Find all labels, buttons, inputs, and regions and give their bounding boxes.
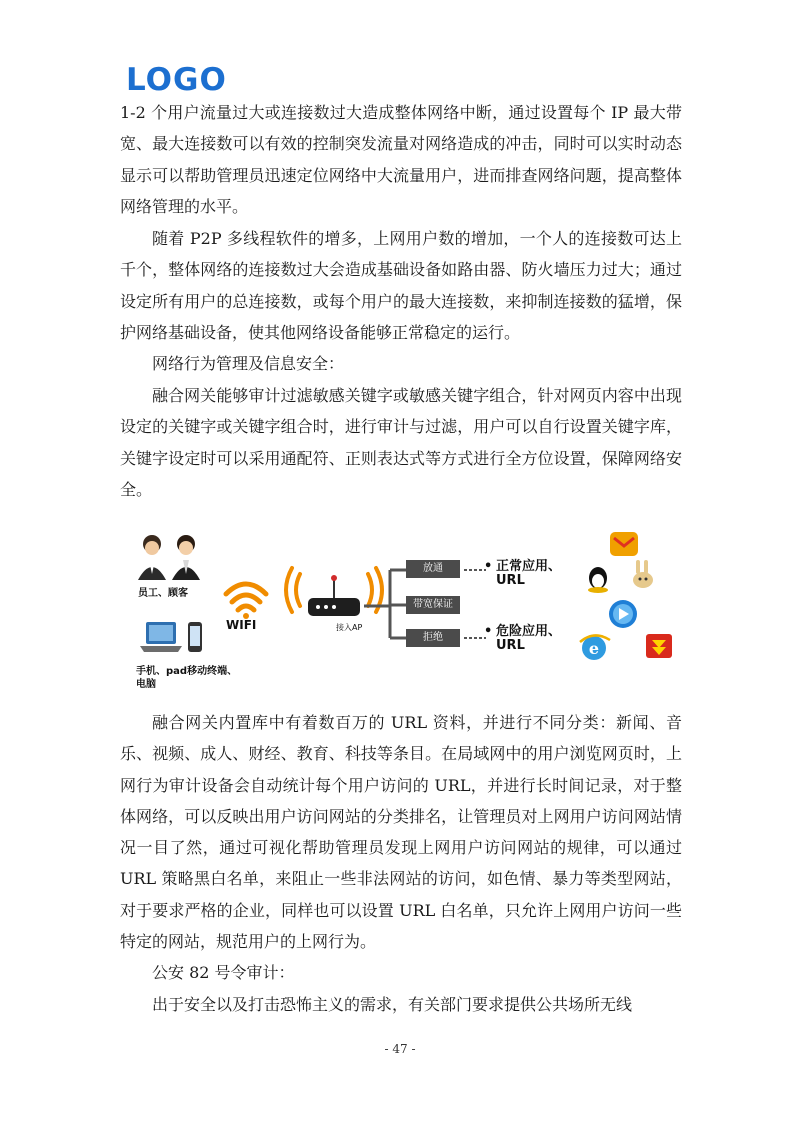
media-player-icon: [609, 600, 637, 628]
rabbit-app-icon: [633, 560, 653, 588]
action-allow-box: 放通: [406, 560, 460, 578]
access-point-label: 接入AP: [336, 623, 363, 632]
network-behavior-diagram: [128, 524, 688, 692]
phone-icon: [188, 622, 202, 652]
bullet: •: [484, 624, 493, 639]
action-deny-box: 拒绝: [406, 629, 460, 647]
danger-category-line1: 危险应用、: [496, 624, 562, 639]
bullet: •: [484, 559, 493, 574]
section-heading-behavior-management: 网络行为管理及信息安全：: [152, 354, 345, 373]
section-heading-police-order-82: 公安 82 号令审计：: [152, 963, 295, 982]
normal-category-line2: URL: [496, 573, 525, 588]
danger-category-label: [484, 624, 562, 653]
wifi-label: WIFI: [226, 618, 257, 632]
paragraph-keyword-audit: 融合网关能够审计过滤敏感关键字或敏感关键字组合，针对网页内容中出现设定的关键字或关键字组合时，进行审计与过滤，用户可以自行设置关键字库，关键字设定时可以采用通配符、正则表达式等方式进行全方位设置，保障网络安全。: [120, 386, 682, 499]
logo: LOGO: [126, 62, 227, 98]
internet-explorer-icon: [580, 635, 610, 660]
staff-caption: 员工、顾客: [138, 588, 188, 599]
device-caption-line2: 电脑: [136, 679, 156, 690]
wifi-icon: [226, 584, 266, 619]
qq-penguin-icon: [588, 567, 608, 593]
download-arrow-icon: [646, 634, 672, 658]
device-caption-line1: 手机、pad移动终端、: [136, 666, 238, 677]
danger-category-line2: URL: [496, 638, 525, 653]
paragraph-url-filtering: 融合网关内置库中有着数百万的 URL 资料，并进行不同分类：新闻、音乐、视频、成人、财经、教育、科技等条目。在局域网中的用户浏览网页时，上网行为审计设备会自动统计每个用户访问的 URL，并进行长时间记录，对于整体网络，可以反映出用户访问网站的分类排名，让管理员对上网用户访问网站情况一目了然，通过可视化帮助管理员发现上网用户访问网站的规律，可以通过 URL 策略黑白名单，来阻止一些非法网站的访问，如色情、暴力等类型网站，对于要求严格的企业，同样也可以设置 URL 白名单，只允许上网用户访问一些特定的网站，规范用户的上网行为。: [120, 713, 682, 952]
access-point-icon: [286, 568, 382, 616]
page-number: - 47 -: [384, 1042, 416, 1056]
normal-category-label: [484, 559, 562, 588]
svg-text:e: e: [588, 639, 600, 658]
action-bandwidth-box: 带宽保证: [406, 596, 460, 614]
paragraph-connection-limit: 随着 P2P 多线程软件的增多，上网用户数的增加，一个人的连接数可达上千个，整体网络的连接数过大会造成基础设备如路由器、防火墙压力过大；通过设定所有用户的总连接数，或每个用户的最大连接数，来抑制连接数的猛增，保护网络基础设备，使其他网络设备能够正常稳定的运行。: [120, 229, 682, 342]
mail-app-icon: [610, 532, 638, 556]
paragraph-public-wireless: 出于安全以及打击恐怖主义的需求，有关部门要求提供公共场所无线: [152, 995, 633, 1014]
staff-icon: [138, 535, 200, 580]
paragraph-bandwidth-control: 1-2 个用户流量过大或连接数过大造成整体网络中断，通过设置每个 IP 最大带宽、最大连接数可以有效的控制突发流量对网络造成的冲击，同时可以实时动态显示可以帮助管理员迅速定位网络中大流量用户，进而排查网络问题，提高整体网络管理的水平。: [120, 103, 682, 216]
laptop-icon: [140, 622, 182, 652]
normal-category-line1: 正常应用、: [496, 559, 562, 574]
